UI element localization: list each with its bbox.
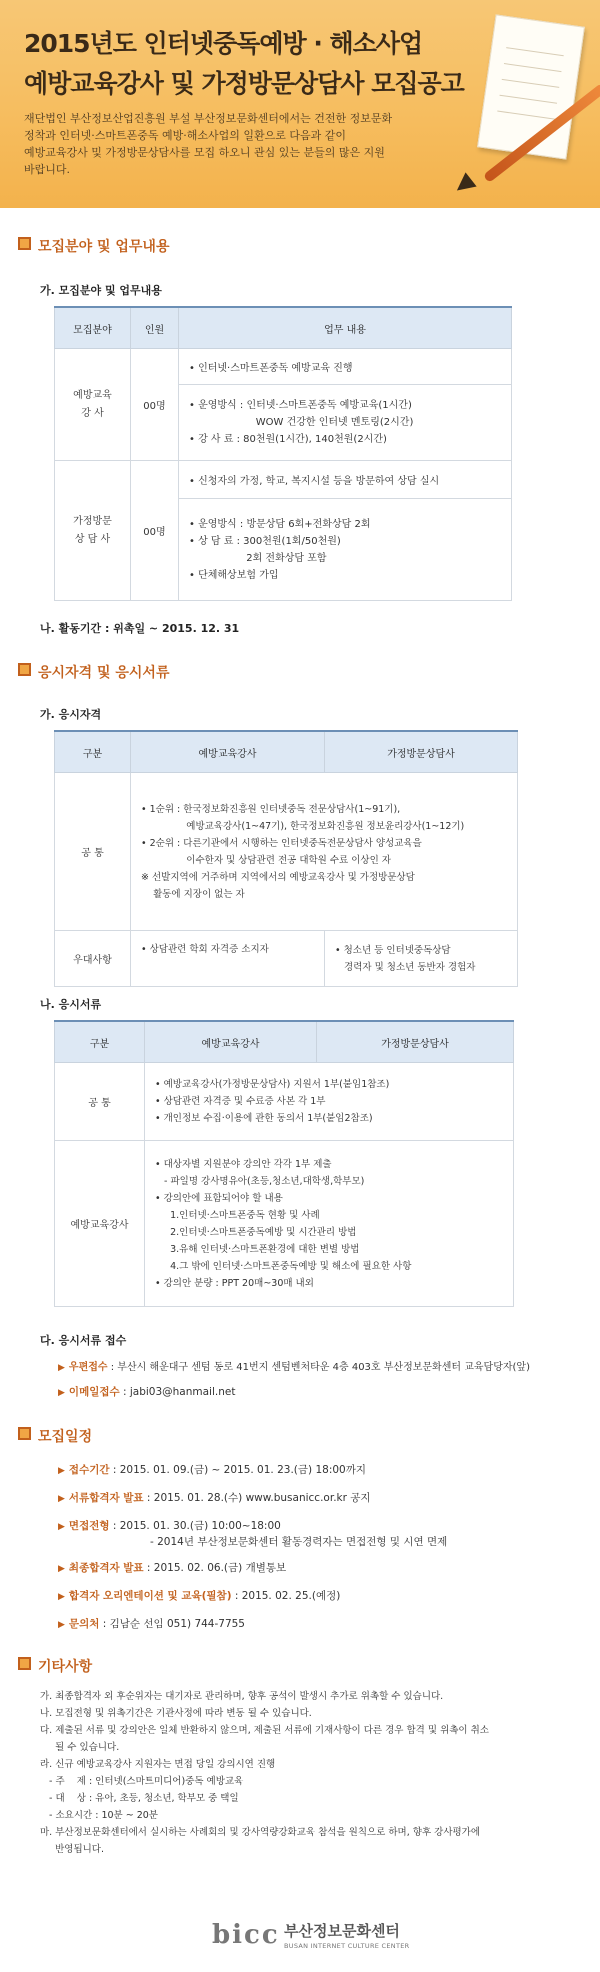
- duty-instructor-a: • 인터넷·스마트폰중독 예방교육 진행: [179, 349, 512, 385]
- section-bullet-icon: [18, 663, 31, 676]
- header-banner: [0, 0, 600, 208]
- arrow-right-icon: ▶: [58, 1466, 65, 1476]
- duty-counselor-b: • 운영방식 : 방문상담 6회+전화상담 2회 • 상 담 료 : 300천원(1회/50천원) 2회 전화상담 포함 • 단체해상보험 가입: [179, 499, 512, 601]
- note-line: 나. 모집전형 및 위촉기간은 기관사정에 따라 변동 될 수 있습니다.: [40, 1708, 312, 1719]
- qual-common-content: • 1순위 : 한국정보화진흥원 인터넷중독 전문상담사(1~91기), 예방교육강사(1~47기), 한국정보화진흥원 정보윤리강사(1~12기) • 2순위 : 다른기관에서 시행하는 인터넷중독전문상담사 양성교육을 이수한자 및 상담관련 전공 대학원 수료 이상인 자 ※ 선발지역에 거주하며 지역에서의 예방교육강사 및 가정방문상담 활동에 지장이 없는 자: [131, 773, 518, 931]
- qual-pref-instructor: • 상담관련 학회 자격증 소지자: [131, 931, 325, 987]
- note-line: - 주 제 : 인터넷(스마트미디어)중독 예방교육: [40, 1776, 244, 1787]
- section-title-qualification: 응시자격 및 응시서류: [18, 662, 169, 682]
- th-counselor: 가정방문상담사: [325, 731, 518, 773]
- note-line: 가. 최종합격자 외 후순위자는 대기자로 관리하며, 향후 공석이 발생시 추가로 위촉할 수 있습니다.: [40, 1691, 444, 1702]
- arrow-right-icon: ▶: [58, 1363, 65, 1373]
- schedule-item: ▶ 최종합격자 발표 : 2015. 02. 06.(금) 개별통보: [58, 1562, 287, 1574]
- note-line: - 대 상 : 유아, 초등, 청소년, 학부모 중 택일: [40, 1793, 239, 1804]
- duty-counselor-a: • 신청자의 가정, 학교, 복지시설 등을 방문하여 상담 실시: [179, 461, 512, 499]
- row-count-counselor: 00명: [131, 461, 179, 601]
- section-title-recruitment: 모집분야 및 업무내용: [18, 236, 169, 256]
- th-doc-category: 구분: [55, 1021, 145, 1063]
- arrow-right-icon: ▶: [58, 1564, 65, 1574]
- schedule-item: ▶ 합격자 오리엔테이션 및 교육(필참) : 2015. 02. 25.(예정): [58, 1590, 341, 1602]
- subheading-documents: 나. 응시서류: [40, 998, 102, 1011]
- schedule-item: ▶ 접수기간 : 2015. 01. 09.(금) ~ 2015. 01. 23.(금) 18:00까지: [58, 1464, 367, 1476]
- note-line: 라. 신규 예방교육강사 지원자는 면접 당일 강의시연 진행: [40, 1759, 276, 1770]
- note-line: 마. 부산정보문화센터에서 실시하는 사례회의 및 강사역량강화교육 참석을 원칙으로 하며, 향후 강사평가에: [40, 1827, 481, 1838]
- note-line: 반영됩니다.: [40, 1844, 105, 1855]
- recruitment-table: [54, 306, 512, 601]
- arrow-right-icon: ▶: [58, 1494, 65, 1504]
- subheading-fields: 가. 모집분야 및 업무내용: [40, 284, 162, 297]
- section-title-etc: 기타사항: [18, 1656, 92, 1676]
- subheading-qualification: 가. 응시자격: [40, 708, 102, 721]
- org-name-en: BUSAN INTERNET CULTURE CENTER: [284, 1942, 410, 1950]
- th-duties: 업무 내용: [179, 307, 512, 349]
- receipt-mail: ▶ 우편접수 : 부산시 해운대구 센텀 동로 41번지 센텀벤처타운 4층 403호 부산정보문화센터 교육담당자(앞): [58, 1362, 530, 1373]
- qual-common-label: 공 통: [55, 773, 131, 931]
- note-line: 다. 제출된 서류 및 강의안은 일체 반환하지 않으며, 제출된 서류에 기재사항이 다른 경우 합격 및 위촉이 취소: [40, 1725, 489, 1736]
- qual-pref-counselor: • 청소년 등 인터넷중독상담 경력자 및 청소년 동반자 경험자: [325, 931, 518, 987]
- page-title-line2: 예방교육강사 및 가정방문상담사 모집공고: [24, 69, 464, 98]
- doc-edu-label: 예방교육강사: [55, 1141, 145, 1307]
- note-line: 될 수 있습니다.: [40, 1742, 120, 1753]
- schedule-item: ▶ 서류합격자 발표 : 2015. 01. 28.(수) www.busanicc.or.kr 공지: [58, 1492, 371, 1504]
- arrow-right-icon: ▶: [58, 1620, 65, 1630]
- doc-common-label: 공 통: [55, 1063, 145, 1141]
- section-bullet-icon: [18, 1427, 31, 1440]
- arrow-right-icon: ▶: [58, 1592, 65, 1602]
- intro-text: 재단법인 부산정보산업진흥원 부설 부산정보문화센터에서는 건전한 정보문화 정착과 인터넷·스마트폰중독 예방·해소사업의 일환으로 다음과 같이 예방교육강사 및 가정방문상담사를 모집 하오니 관심 있는 분들의 많은 지원 바랍니다.: [24, 112, 393, 176]
- th-category: 구분: [55, 731, 131, 773]
- schedule-item-note: - 2014년 부산정보문화센터 활동경력자는 면접전형 및 시연 면제: [150, 1536, 448, 1548]
- documents-table: [54, 1020, 514, 1307]
- footer-logo: [212, 1918, 452, 1958]
- note-line: - 소요시간 : 10분 ~ 20분: [40, 1810, 158, 1821]
- subheading-receipt: 다. 응시서류 접수: [40, 1334, 127, 1347]
- arrow-right-icon: ▶: [58, 1388, 65, 1398]
- org-name: 부산정보문화센터: [284, 1922, 400, 1940]
- row-field-instructor: 예방교육 강 사: [55, 349, 131, 461]
- qualification-table: [54, 730, 518, 987]
- section-title-schedule: 모집일정: [18, 1426, 92, 1446]
- th-count: 인원: [131, 307, 179, 349]
- receipt-email: ▶ 이메일접수 : jabi03@hanmail.net: [58, 1386, 236, 1398]
- th-instructor: 예방교육강사: [131, 731, 325, 773]
- arrow-right-icon: ▶: [58, 1522, 65, 1532]
- section-bullet-icon: [18, 1657, 31, 1670]
- doc-common-content: • 예방교육강사(가정방문상담사) 지원서 1부(붙임1참조) • 상담관련 자격증 및 수료증 사본 각 1부 • 개인정보 수집·이용에 관한 동의서 1부(붙임2참조): [145, 1063, 514, 1141]
- etc-notes: [40, 1688, 580, 1858]
- duty-instructor-b: • 운영방식 : 인터넷·스마트폰중독 예방교육(1시간) WOW 건강한 인터넷 멘토링(2시간) • 강 사 료 : 80천원(1시간), 140천원(2시간): [179, 385, 512, 461]
- row-count-instructor: 00명: [131, 349, 179, 461]
- th-field: 모집분야: [55, 307, 131, 349]
- row-field-counselor: 가정방문 상 담 사: [55, 461, 131, 601]
- th-doc-counselor: 가정방문상담사: [317, 1021, 514, 1063]
- schedule-item: ▶ 문의처 : 김남순 선임 051) 744-7755: [58, 1618, 245, 1630]
- schedule-item: ▶ 면접전형 : 2015. 01. 30.(금) 10:00~18:00: [58, 1520, 281, 1532]
- logo-mark-icon: bicc: [212, 1920, 280, 1950]
- th-doc-instructor: 예방교육강사: [145, 1021, 317, 1063]
- page-title-line1: 2015년도 인터넷중독예방 · 해소사업: [24, 29, 423, 58]
- qual-pref-label: 우대사항: [55, 931, 131, 987]
- section-bullet-icon: [18, 237, 31, 250]
- activity-period: 나. 활동기간 : 위촉일 ~ 2015. 12. 31: [40, 622, 240, 635]
- doc-edu-content: • 대상자별 지원분야 강의안 각각 1부 제출 - 파일명 강사명유아(초등,청소년,대학생,학부모) • 강의안에 표함되어야 할 내용 1.인터넷·스마트폰중독 현황 및 사례 2.인터넷·스마트폰중독예방 및 시간관리 방법 3.유해 인터넷·스마트폰환경에 대한 변별 방법 4.그 밖에 인터넷·스마트폰중독예방 및 해소에 필요한 사항 • 강의안 분량 : PPT 20매~30매 내외: [145, 1141, 514, 1307]
